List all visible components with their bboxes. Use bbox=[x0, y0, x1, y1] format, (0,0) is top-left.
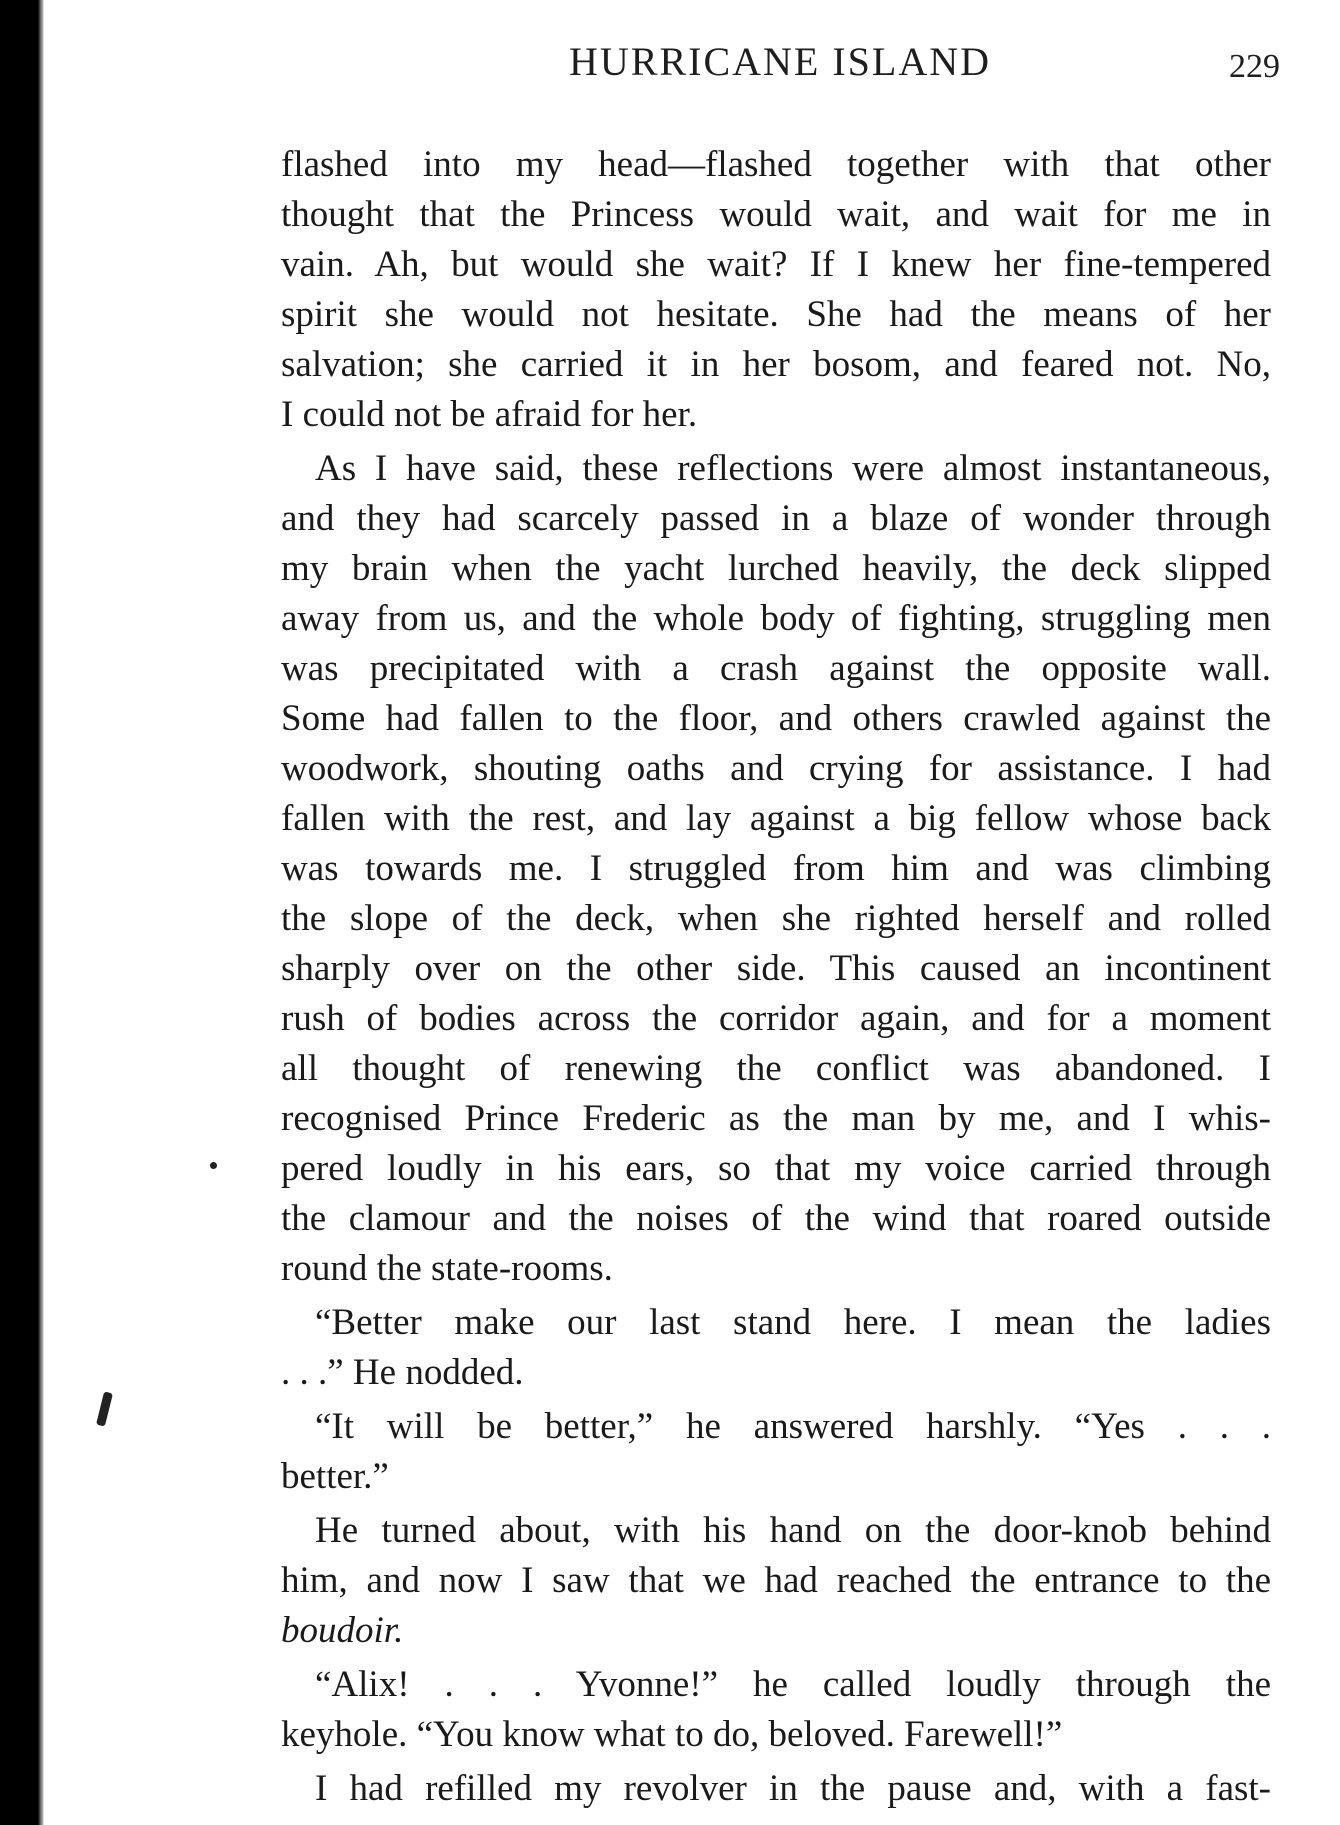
text-line: round the state-rooms. bbox=[281, 1248, 613, 1289]
text-line: all thought of renewing the conflict was abandoned. I bbox=[281, 1048, 1271, 1089]
body-text bbox=[281, 140, 1271, 1814]
italic-word: boudoir. bbox=[281, 1610, 404, 1651]
text-line: the clamour and the noises of the wind that roared outside bbox=[281, 1198, 1271, 1239]
text-line: was precipitated with a crash against the opposite wall. bbox=[281, 648, 1271, 689]
running-title: HURRICANE ISLAND bbox=[569, 39, 991, 84]
text-line: thought that the Princess would wait, and wait for me in bbox=[281, 194, 1271, 235]
paragraph-1 bbox=[281, 140, 1271, 440]
text-line bbox=[281, 240, 1271, 290]
paragraph-7 bbox=[281, 1764, 1271, 1814]
text-line: away from us, and the whole body of fighting, struggling men bbox=[281, 598, 1271, 639]
page-number: 229 bbox=[1229, 48, 1280, 85]
book-spine-shadow bbox=[0, 0, 44, 1825]
text-line: As I have said, these reflections were almost instantaneous, bbox=[315, 448, 1271, 489]
text-line: sharply over on the other side. This caused an incontinent bbox=[281, 948, 1271, 989]
text-line: salvation; she carried it in her bosom, and feared not. No, bbox=[281, 344, 1271, 385]
text-line: “Alix! . . . Yvonne!” he called loudly through the bbox=[315, 1664, 1271, 1705]
text-line: “Better make our last stand here. I mean the ladies bbox=[315, 1302, 1271, 1343]
text-line: and they had scarcely passed in a blaze of wonder through bbox=[281, 498, 1271, 539]
text-line: keyhole. “You know what to do, beloved. Farewell!” bbox=[281, 1714, 1063, 1755]
text-line: him, and now I saw that we had reached the entrance to the bbox=[281, 1560, 1271, 1601]
paragraph-2 bbox=[281, 444, 1271, 1294]
text-line: better.” bbox=[281, 1456, 389, 1497]
text-line: Some had fallen to the floor, and others crawled against the bbox=[281, 698, 1271, 739]
text-line: my brain when the yacht lurched heavily, the deck slipped bbox=[281, 548, 1271, 589]
text-line: spirit she would not hesitate. She had the means of her bbox=[281, 294, 1271, 335]
paragraph-4 bbox=[281, 1402, 1271, 1502]
text-line bbox=[281, 1606, 1271, 1656]
text-line: rush of bodies across the corridor again, and for a moment bbox=[281, 998, 1271, 1039]
text-line: “It will be better,” he answered harshly. “Yes . . . bbox=[315, 1406, 1271, 1447]
text-line: . . .” He nodded. bbox=[281, 1352, 524, 1393]
text-line: I could not be afraid for her. bbox=[281, 394, 698, 435]
text-line: was towards me. I struggled from him and was climbing bbox=[281, 848, 1271, 889]
text-line: I had refilled my revolver in the pause and, with a fast- bbox=[315, 1768, 1271, 1809]
page-header bbox=[280, 38, 1280, 98]
ink-speck bbox=[210, 1162, 217, 1169]
text-line: woodwork, shouting oaths and crying for assistance. I had bbox=[281, 748, 1271, 789]
paragraph-6 bbox=[281, 1660, 1271, 1760]
text-line: He turned about, with his hand on the door-knob behind bbox=[315, 1510, 1271, 1551]
text-line: the slope of the deck, when she righted herself and rolled bbox=[281, 898, 1271, 939]
text-line: flashed into my head—flashed together with that other bbox=[281, 144, 1271, 185]
text-line-content: vain. Ah, but would she wait? If I knew her fine-tempered bbox=[281, 244, 1271, 285]
paragraph-5 bbox=[281, 1506, 1271, 1656]
text-line: pered loudly in his ears, so that my voice carried through bbox=[281, 1148, 1271, 1189]
text-line: recognised Prince Frederic as the man by me, and I whis- bbox=[281, 1098, 1271, 1139]
text-line: fallen with the rest, and lay against a big fellow whose back bbox=[281, 798, 1271, 839]
paragraph-3 bbox=[281, 1298, 1271, 1398]
ink-mark bbox=[96, 1391, 113, 1426]
